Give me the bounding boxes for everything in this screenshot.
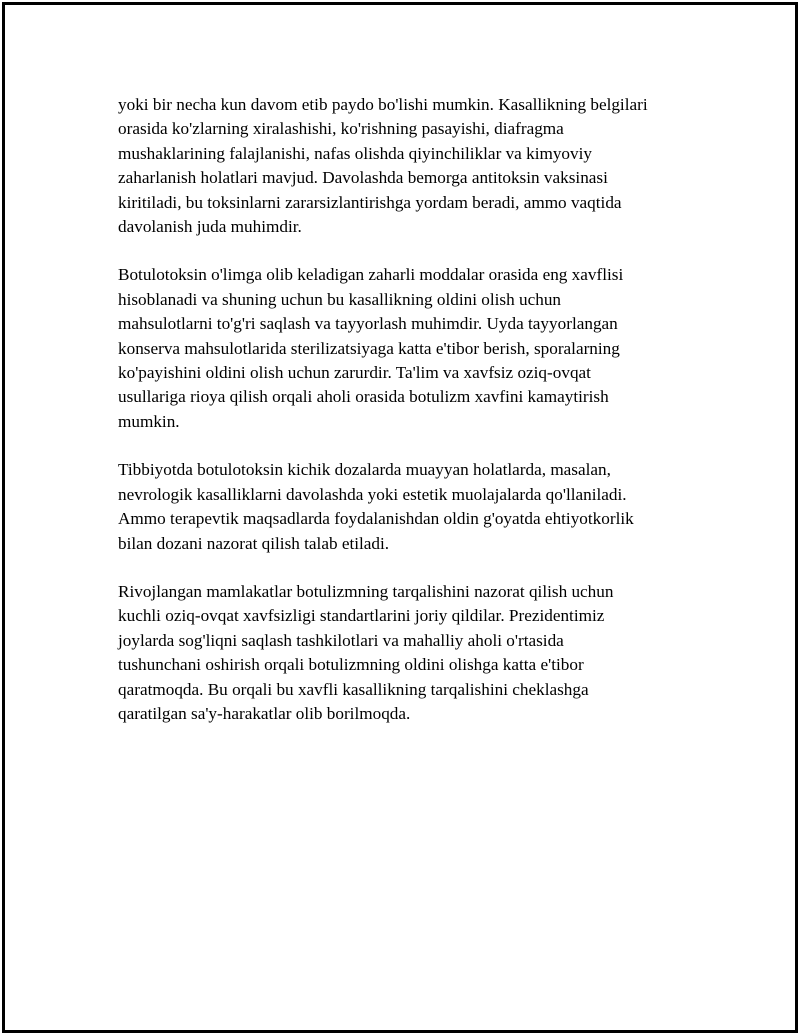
- document-body: [118, 93, 698, 750]
- text-line: ko'payishini oldini olish uchun zarurdir. Ta'lim va xavfsiz oziq-ovqat: [118, 363, 591, 383]
- paragraph: [118, 263, 698, 434]
- text-line: Ammo terapevtik maqsadlarda foydalanishdan oldin g'oyatda ehtiyotkorlik: [118, 509, 634, 529]
- text-line: kuchli oziq-ovqat xavfsizligi standartlarini joriy qildilar. Prezidentimiz: [118, 606, 605, 626]
- paragraph: [118, 458, 698, 556]
- text-line: kiritiladi, bu toksinlarni zararsizlantirishga yordam beradi, ammo vaqtida: [118, 192, 622, 212]
- text-line: qaratilgan sa'y-harakatlar olib borilmoqda.: [118, 703, 411, 723]
- text-line: hisoblanadi va shuning uchun bu kasallikning oldini olish uchun: [118, 289, 562, 309]
- text-line: mumkin.: [118, 411, 180, 431]
- text-line: Botulotoksin o'limga olib keladigan zaharli moddalar orasida eng xavflisi: [118, 265, 624, 285]
- text-line: joylarda sog'liqni saqlash tashkilotlari va mahalliy aholi o'rtasida: [118, 630, 564, 650]
- text-line: tushunchani oshirish orqali botulizmning oldini olishga katta e'tibor: [118, 655, 584, 675]
- text-line: Rivojlangan mamlakatlar botulizmning tarqalishini nazorat qilish uchun: [118, 581, 614, 601]
- paragraph: [118, 93, 698, 239]
- text-line: qaratmoqda. Bu orqali bu xavfli kasallikning tarqalishini cheklashga: [118, 679, 589, 699]
- text-line: Tibbiyotda botulotoksin kichik dozalarda muayyan holatlarda, masalan,: [118, 460, 611, 480]
- text-line: davolanish juda muhimdir.: [118, 217, 302, 237]
- text-line: zaharlanish holatlari mavjud. Davolashda bemorga antitoksin vaksinasi: [118, 168, 608, 188]
- text-line: yoki bir necha kun davom etib paydo bo'lishi mumkin. Kasallikning belgilari: [118, 95, 648, 114]
- text-line: konserva mahsulotlarida sterilizatsiyaga katta e'tibor berish, sporalarning: [118, 338, 620, 358]
- text-line: bilan dozani nazorat qilish talab etiladi.: [118, 533, 390, 553]
- text-line: mahsulotlarni to'g'ri saqlash va tayyorlash muhimdir. Uyda tayyorlangan: [118, 314, 618, 334]
- paragraph: [118, 580, 698, 726]
- text-line: nevrologik kasalliklarni davolashda yoki estetik muolajalarda qo'llaniladi.: [118, 484, 627, 504]
- text-line: orasida ko'zlarning xiralashishi, ko'rishning pasayishi, diafragma: [118, 119, 564, 139]
- text-line: usullariga rioya qilish orqali aholi orasida botulizm xavfini kamaytirish: [118, 387, 609, 407]
- text-line: mushaklarining falajlanishi, nafas olishda qiyinchiliklar va kimyoviy: [118, 143, 592, 163]
